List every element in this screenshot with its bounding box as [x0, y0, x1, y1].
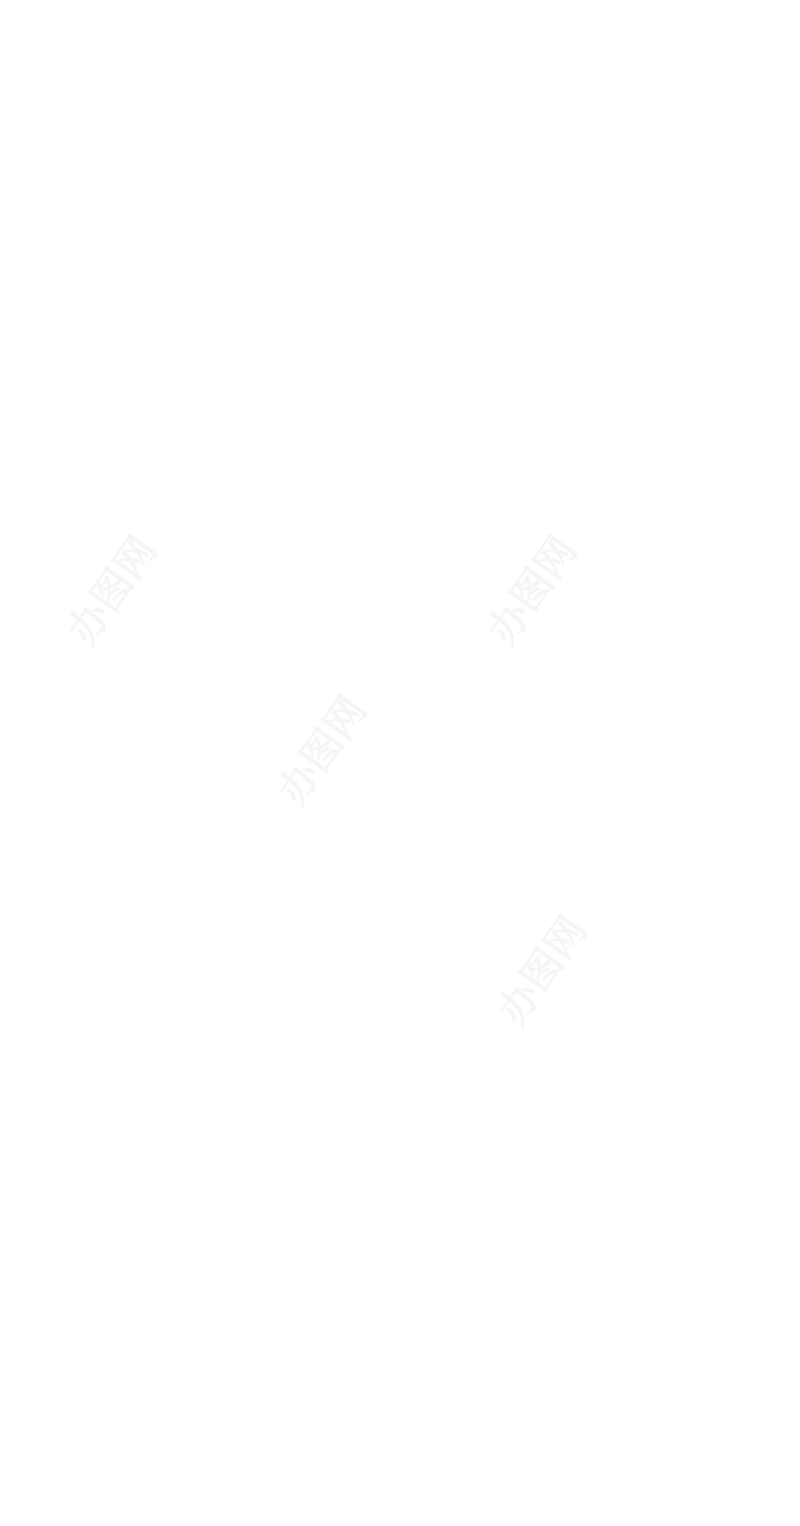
watermark: 办图网 — [479, 528, 587, 653]
watermark: 办图网 — [59, 528, 167, 653]
watermark: 办图网 — [489, 908, 597, 1033]
download-prompt-banner[interactable] — [0, 1425, 800, 1475]
watermark: 办图网 — [269, 688, 377, 813]
